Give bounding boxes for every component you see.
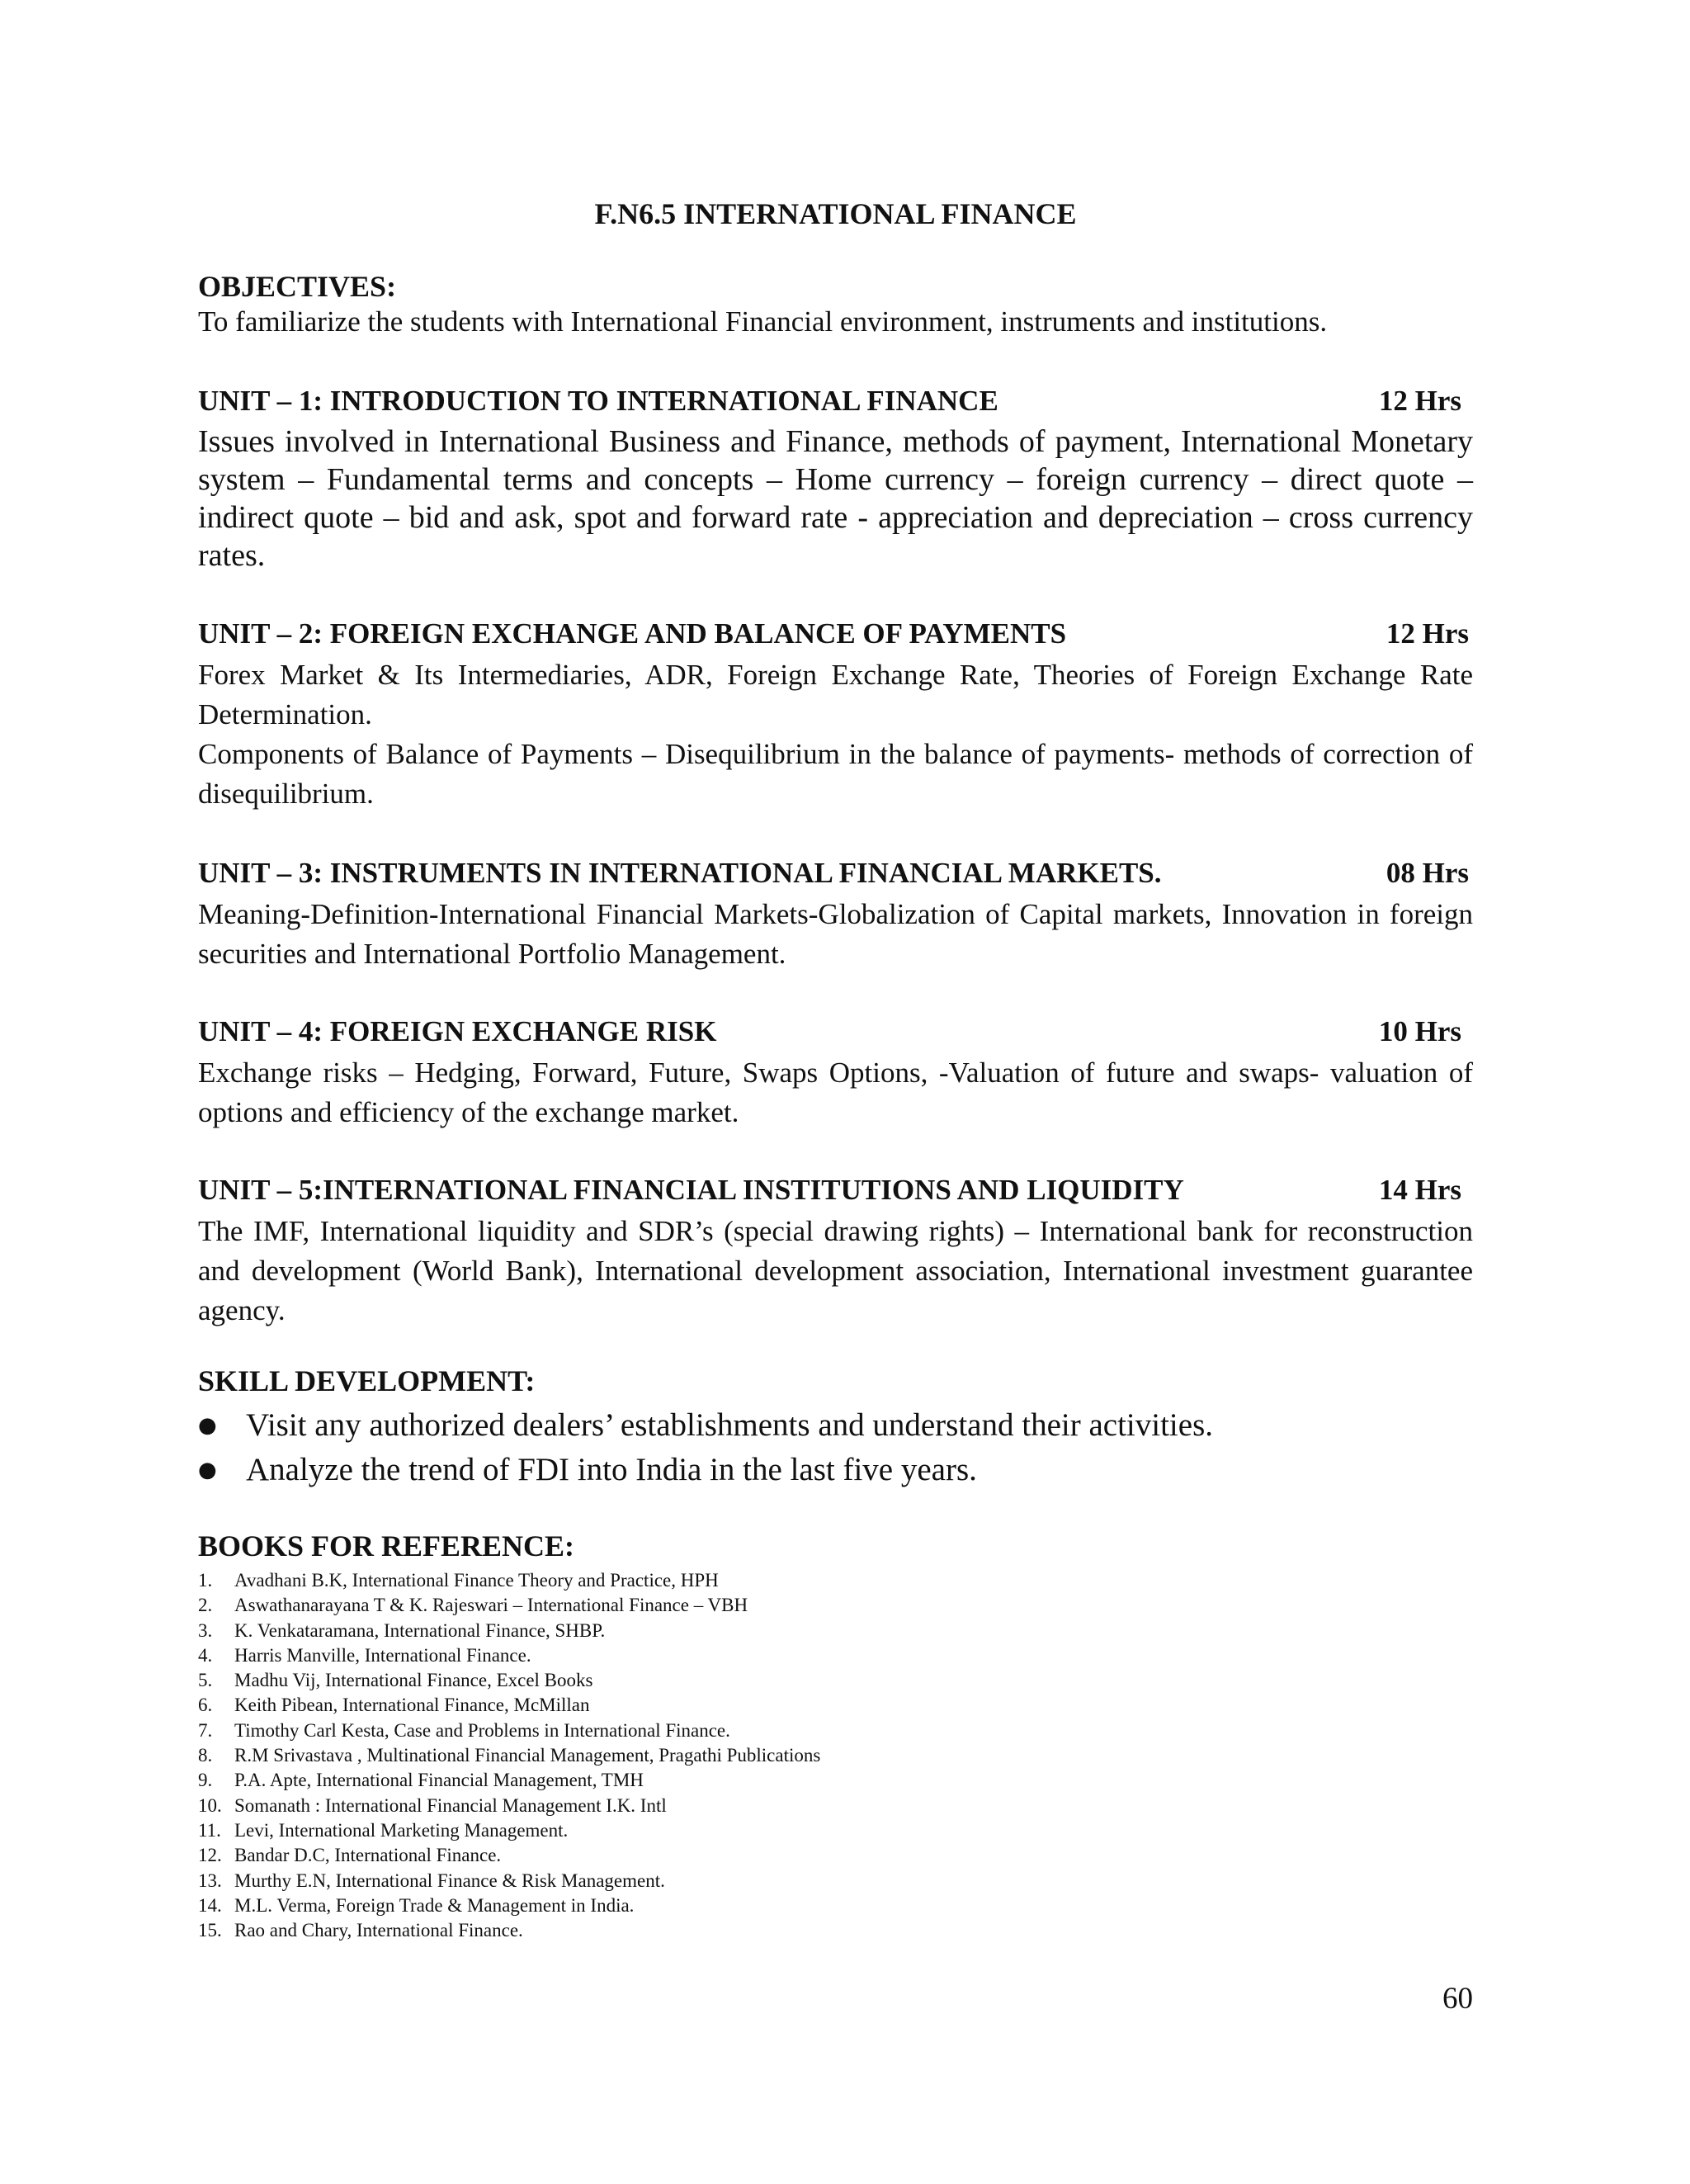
unit-4-header bbox=[198, 1015, 1473, 1053]
bullet-icon: ● bbox=[198, 1458, 217, 1482]
book-item bbox=[198, 1568, 820, 1593]
unit-1-hours: 12 Hrs bbox=[1378, 385, 1461, 417]
books-reference-list bbox=[198, 1568, 820, 1943]
book-number: 6. bbox=[198, 1695, 213, 1716]
book-text: M.L. Verma, Foreign Trade & Management in India. bbox=[234, 1894, 635, 1916]
unit-5-header bbox=[198, 1174, 1473, 1212]
skill-item-text: Visit any authorized dealers’ establishments and understand their activities. bbox=[246, 1407, 1213, 1443]
book-item bbox=[198, 1718, 820, 1743]
book-number: 14. bbox=[198, 1894, 222, 1916]
bullet-icon: ● bbox=[198, 1413, 217, 1438]
book-text: Murthy E.N, International Finance & Risk Management. bbox=[234, 1870, 665, 1891]
unit-5-hours: 14 Hrs bbox=[1378, 1174, 1461, 1206]
unit-2-header bbox=[198, 617, 1473, 655]
book-item bbox=[198, 1794, 820, 1818]
book-text: P.A. Apte, International Financial Management, TMH bbox=[234, 1770, 644, 1791]
book-item bbox=[198, 1918, 820, 1943]
book-text: Levi, International Marketing Management. bbox=[234, 1819, 569, 1841]
skill-item bbox=[198, 1448, 1213, 1492]
page-number: 60 bbox=[1442, 1982, 1473, 2016]
book-number: 2. bbox=[198, 1595, 213, 1616]
document-page bbox=[198, 0, 1473, 2184]
book-item bbox=[198, 1593, 820, 1618]
unit-5-section bbox=[198, 1174, 1473, 1331]
book-number: 9. bbox=[198, 1770, 213, 1791]
skill-item bbox=[198, 1403, 1213, 1448]
book-number: 1. bbox=[198, 1570, 213, 1591]
book-number: 8. bbox=[198, 1745, 213, 1766]
skill-development-heading: SKILL DEVELOPMENT: bbox=[198, 1364, 536, 1397]
book-number: 12. bbox=[198, 1845, 222, 1866]
book-text: Avadhani B.K, International Finance Theory and Practice, HPH bbox=[234, 1570, 719, 1591]
skill-item-text: Analyze the trend of FDI into India in the last five years. bbox=[246, 1452, 977, 1487]
unit-2-description-part-1: Forex Market & Its Intermediaries, ADR, Foreign Exchange Rate, Theories of Foreign Exchange Rate Determination. bbox=[198, 659, 1473, 730]
unit-1-title: UNIT – 1: INTRODUCTION TO INTERNATIONAL FINANCE bbox=[198, 385, 998, 417]
unit-1-description: Issues involved in International Business and Finance, methods of payment, International Monetary system – Fundamental terms and concepts – Home currency – foreign currency – direct quote – indirect quote – bid and ask, spot and forward rate - appreciation and depreciation – cross currency rates. bbox=[198, 424, 1473, 573]
unit-1-header bbox=[198, 385, 1473, 423]
book-text: Madhu Vij, International Finance, Excel Books bbox=[234, 1670, 593, 1691]
book-item bbox=[198, 1643, 820, 1668]
book-text: Timothy Carl Kesta, Case and Problems in International Finance. bbox=[234, 1719, 730, 1741]
unit-4-section bbox=[198, 1015, 1473, 1132]
book-number: 7. bbox=[198, 1719, 213, 1741]
book-number: 13. bbox=[198, 1870, 222, 1891]
book-number: 15. bbox=[198, 1920, 222, 1941]
unit-2-hours: 12 Hrs bbox=[1386, 617, 1469, 650]
book-text: R.M Srivastava , Multinational Financial Management, Pragathi Publications bbox=[234, 1745, 821, 1766]
book-item bbox=[198, 1893, 820, 1918]
book-text: Somanath : International Financial Management I.K. Intl bbox=[234, 1794, 667, 1816]
book-text: Bandar D.C, International Finance. bbox=[234, 1845, 502, 1866]
unit-3-title: UNIT – 3: INSTRUMENTS IN INTERNATIONAL FINANCIAL MARKETS. bbox=[198, 857, 1162, 889]
unit-2-title: UNIT – 2: FOREIGN EXCHANGE AND BALANCE OF PAYMENTS bbox=[198, 617, 1067, 650]
book-text: Harris Manville, International Finance. bbox=[234, 1644, 531, 1666]
unit-3-description: Meaning-Definition-International Financial Markets-Globalization of Capital markets, Innovation in foreign securities and International Portfolio Management. bbox=[198, 898, 1473, 970]
document-title: F.N6.5 INTERNATIONAL FINANCE bbox=[594, 197, 1077, 230]
unit-3-hours: 08 Hrs bbox=[1386, 857, 1469, 889]
book-text: Aswathanarayana T & K. Rajeswari – International Finance – VBH bbox=[234, 1595, 748, 1616]
unit-3-header bbox=[198, 857, 1473, 895]
book-item bbox=[198, 1619, 820, 1643]
unit-5-description: The IMF, International liquidity and SDR’s (special drawing rights) – International bank for reconstruction and development (World Bank), International development association, International investment guarantee agency. bbox=[198, 1215, 1473, 1326]
book-item bbox=[198, 1668, 820, 1693]
unit-2-description-part-2: Components of Balance of Payments – Disequilibrium in the balance of payments- methods of correction of disequilibrium. bbox=[198, 738, 1473, 810]
skill-development-list bbox=[198, 1403, 1213, 1492]
objectives-text: To familiarize the students with International Financial environment, instruments and institutions. bbox=[198, 305, 1328, 338]
book-number: 4. bbox=[198, 1644, 213, 1666]
book-item bbox=[198, 1869, 820, 1893]
book-number: 5. bbox=[198, 1670, 213, 1691]
book-item bbox=[198, 1843, 820, 1868]
book-number: 10. bbox=[198, 1794, 222, 1816]
book-text: Rao and Chary, International Finance. bbox=[234, 1920, 523, 1941]
book-item bbox=[198, 1818, 820, 1843]
book-text: K. Venkataramana, International Finance, SHBP. bbox=[234, 1619, 606, 1641]
unit-1-section bbox=[198, 385, 1473, 574]
books-reference-heading: BOOKS FOR REFERENCE: bbox=[198, 1529, 575, 1562]
book-item bbox=[198, 1743, 820, 1768]
unit-4-hours: 10 Hrs bbox=[1378, 1015, 1461, 1047]
unit-3-section bbox=[198, 857, 1473, 974]
book-text: Keith Pibean, International Finance, McMillan bbox=[234, 1695, 590, 1716]
unit-2-section bbox=[198, 617, 1473, 814]
unit-5-title: UNIT – 5:INTERNATIONAL FINANCIAL INSTITUTIONS AND LIQUIDITY bbox=[198, 1174, 1184, 1206]
objectives-heading: OBJECTIVES: bbox=[198, 270, 397, 303]
book-item bbox=[198, 1768, 820, 1793]
unit-4-title: UNIT – 4: FOREIGN EXCHANGE RISK bbox=[198, 1015, 717, 1047]
unit-4-description: Exchange risks – Hedging, Forward, Future, Swaps Options, -Valuation of future and swaps- valuation of options and efficiency of the exchange market. bbox=[198, 1057, 1473, 1128]
book-number: 11. bbox=[198, 1819, 221, 1841]
book-item bbox=[198, 1693, 820, 1718]
book-number: 3. bbox=[198, 1619, 213, 1641]
